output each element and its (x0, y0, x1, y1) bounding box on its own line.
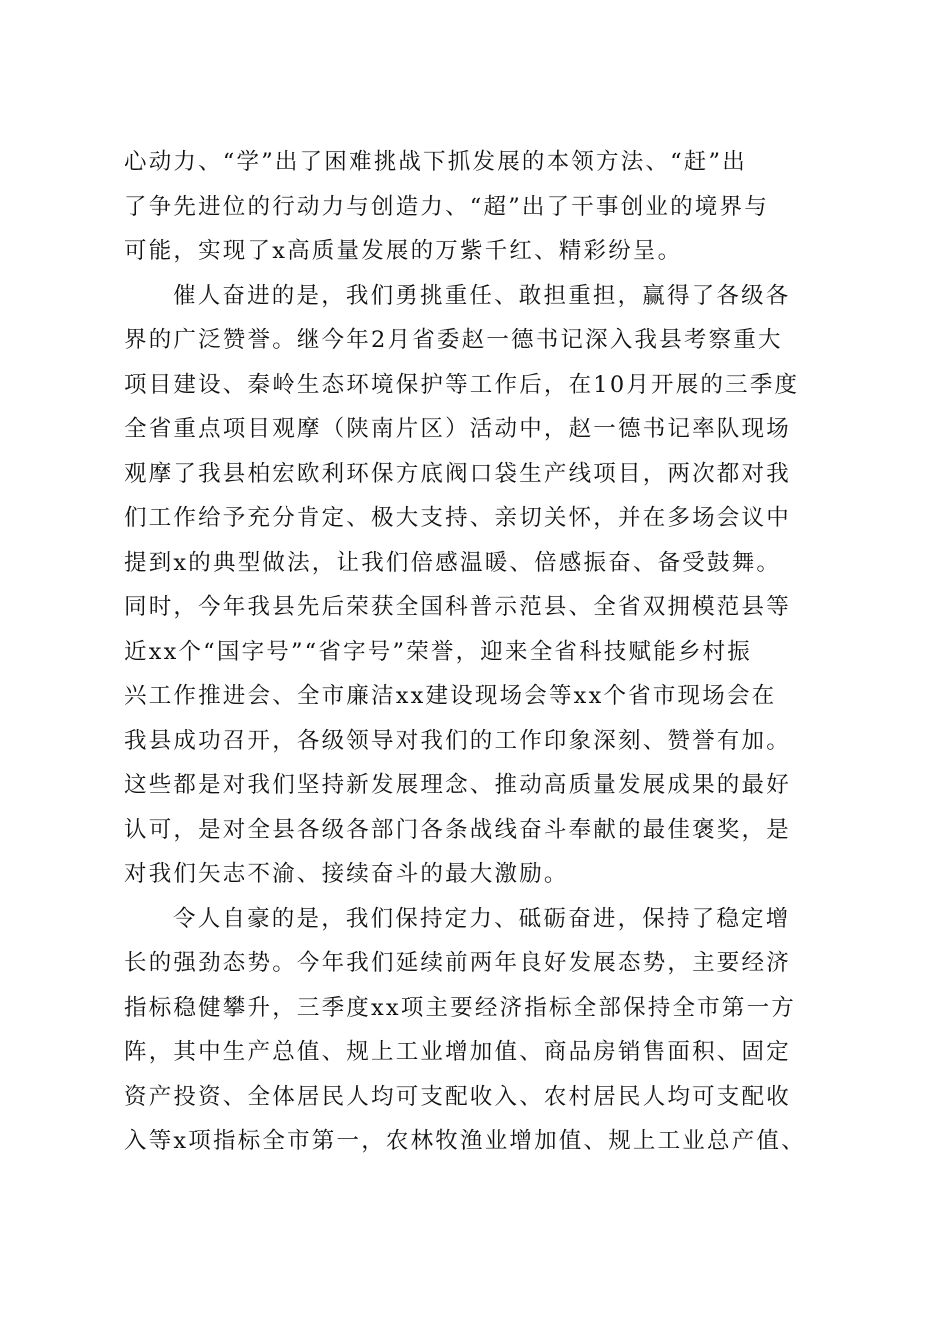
text-line: 全省重点项目观摩（陕南片区）活动中，赵一德书记率队现场 (124, 416, 791, 442)
text-line: 们工作给予充分肯定、极大支持、亲切关怀，并在多场会议中 (124, 505, 791, 531)
text-line: 对我们矢志不渝、接续奋斗的最大激励。 (124, 861, 569, 887)
text-line: 令人自豪的是，我们保持定力、砥砺奋进，保持了稳定增 (173, 905, 791, 932)
text-line: 催人奋进的是，我们勇挑重任、敢担重担，赢得了各级各 (173, 282, 791, 309)
text-line: 项目建设、秦岭生态环境保护等工作后，在10月开展的三季度 (124, 371, 800, 398)
text-line: 资产投资、全体居民人均可支配收入、农村居民人均可支配收 (124, 1083, 791, 1110)
text-line: 观摩了我县柏宏欧利环保方底阀口袋生产线项目，两次都对我 (124, 460, 791, 487)
paragraph-praise (124, 274, 834, 897)
text-line: 阵，其中生产总值、规上工业增加值、商品房销售面积、固定 (124, 1039, 791, 1065)
text-line: 提到x的典型做法，让我们倍感温暖、倍感振奋、备受鼓舞。 (124, 549, 782, 576)
document-body (124, 140, 834, 1164)
text-line: 我县成功召开，各级领导对我们的工作印象深刻、赞誉有加。 (124, 727, 791, 754)
text-line: 近xx个“国字号”“省字号”荣誉，迎来全省科技赋能乡村振 (124, 638, 752, 665)
text-line: 了争先进位的行动力与创造力、“超”出了干事创业的境界与 (124, 193, 769, 220)
paragraph-growth (124, 897, 834, 1164)
text-line: 同时，今年我县先后荣获全国科普示范县、全省双拥模范县等 (124, 594, 791, 620)
text-line: 入等x项指标全市第一，农林牧渔业增加值、规上工业总产值、 (124, 1128, 806, 1154)
text-line: 兴工作推进会、全市廉洁xx建设现场会等xx个省市现场会在 (124, 683, 777, 709)
text-line: 这些都是对我们坚持新发展理念、推动高质量发展成果的最好 (124, 772, 791, 798)
text-line: 界的广泛赞誉。继今年2月省委赵一德书记深入我县考察重大 (124, 327, 783, 353)
paragraph-continuation (124, 140, 834, 274)
text-line: 指标稳健攀升，三季度xx项主要经济指标全部保持全市第一方 (124, 994, 796, 1021)
text-line: 长的强劲态势。今年我们延续前两年良好发展态势，主要经济 (124, 950, 791, 976)
text-line: 心动力、“学”出了困难挑战下抓发展的本领方法、“赶”出 (124, 149, 747, 175)
text-line: 认可，是对全县各级各部门各条战线奋斗奉献的最佳褒奖，是 (124, 816, 791, 843)
text-line: 可能，实现了x高质量发展的万紫千红、精彩纷呈。 (124, 238, 683, 264)
